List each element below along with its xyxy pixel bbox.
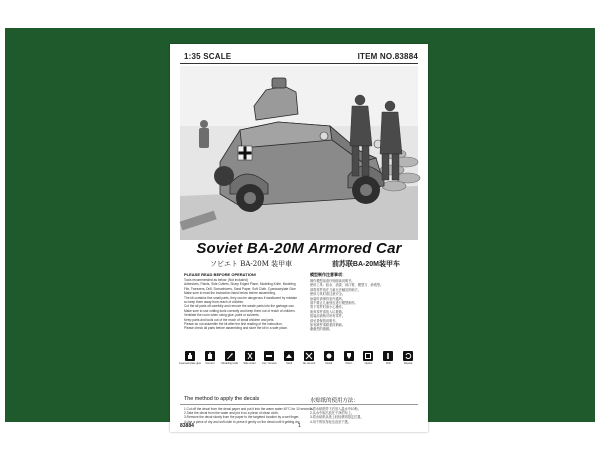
decal-method-title-chinese: 水贴纸的使用方法： — [310, 398, 359, 404]
warnings-title-english: PLEASE READ BEFORE OPERATION! — [184, 272, 257, 277]
option-icon: Option — [359, 351, 379, 391]
product-title-english: Soviet BA-20M Armored Car — [196, 240, 402, 257]
decal-step: 1.Cut off the decal from the decal paper and put it into the warm water 40°C for 10 seconds. — [184, 407, 314, 411]
footer-item-code: 83884 — [180, 423, 194, 429]
warning-line: 组装前请核对所有零件。 — [310, 314, 346, 319]
warning-line: 制作模型前请仔细阅读说明书。 — [310, 279, 355, 283]
decal-steps-chinese — [310, 407, 416, 432]
scale-label: 1:35 SCALE — [184, 52, 232, 61]
warnings-chinese — [310, 272, 416, 342]
paint-icon: Paint — [339, 351, 359, 391]
warning-line: 使用刀具时请注意安全。 — [310, 292, 346, 297]
knife-icon: Modeling knife — [220, 351, 240, 391]
warning-line: Cut the all parts off carefully and remove the waste parts into the garbage can. — [184, 304, 295, 309]
warnings-title-chinese: 模型制作注意事项： — [310, 272, 346, 277]
decal-steps-english — [184, 407, 314, 432]
drill-icon: Drill — [378, 351, 398, 391]
product-title-japanese: ソビエト BA-20M 装甲車 — [210, 260, 293, 268]
item-number: ITEM NO.83884 — [357, 52, 418, 61]
repeat-icon: Repeat — [398, 351, 418, 391]
warnings-english — [184, 272, 304, 342]
page-number: 1 — [298, 423, 301, 429]
warning-line: 请妥善保管说明书。 — [310, 318, 339, 323]
warning-line: Tools recommended as below: (Not included) — [184, 278, 248, 282]
header-divider — [180, 63, 418, 64]
box-art-illustration — [180, 66, 418, 240]
warning-line: 剪下零件时请小心操作。 — [310, 305, 346, 310]
warning-line: 如有缺件请联系经销商。 — [310, 323, 346, 328]
instruction-sheet — [170, 44, 428, 432]
sand-icon: Sand — [279, 351, 299, 391]
decal-step: 3.将水贴纸从纸上轻轻移到指定位置。 — [310, 415, 364, 420]
warning-line: 涂装时请保持室内通风。 — [310, 296, 346, 301]
warning-line: 废弃零件请放入垃圾箱。 — [310, 309, 346, 314]
warning-line: Adhesives, Paints, Side Cutters, Sharp Edged Plane, Modeling Knife, Modeling — [184, 282, 296, 287]
cement-alt-icon: Cement — [200, 351, 220, 391]
warning-line: Make sure to read the instruction listed below before assembling. — [184, 291, 276, 296]
warning-line: Please do not assemble the kit after the first reading of the instruction. — [184, 322, 283, 327]
warning-line: 谢谢您的惠顾。 — [310, 327, 333, 332]
decal-divider — [180, 404, 418, 405]
warning-line: The kit contains fine small parts, they can be dangerous if swallowed by mistake — [184, 295, 298, 300]
warning-line: File, Tweezers, Drill, Screwdrivers, Sand Paper, Soft Cloth, Cyanoacrylate Glue — [184, 286, 296, 291]
warning-line: 请将零件放在儿童无法触及的地方。 — [310, 287, 361, 292]
warning-line: Ventilate the room when using glue, paint or solvents. — [184, 313, 260, 318]
warning-line: Keep parts and tools out of the reach of small children and pets. — [184, 317, 275, 322]
warning-line: 请不要让儿童独自进行模型制作。 — [310, 301, 358, 306]
product-title-chinese: 前苏联BA-20M装甲车 — [331, 261, 400, 268]
decal-method-title-english: The method to apply the decals — [184, 396, 260, 402]
decal-step: 2.从水中取出放在干净的布上。 — [310, 411, 355, 416]
decal-icon: Decal — [319, 351, 339, 391]
warning-line: Please check all parts before assembling and store the kit in a safe place. — [184, 326, 288, 331]
warning-line: so keep them away from reach of children. — [184, 300, 245, 305]
decal-step: 2.Take the decal from the water and put it on a piece of clean cloth. — [184, 411, 279, 416]
cutter-icon: Side cutter — [240, 351, 260, 391]
cement-icon: Cyanoacrylate glue — [180, 351, 200, 391]
decal-step: 4.用干的软布轻压直至干透。 — [310, 419, 351, 424]
no-cement-icon: No cement — [299, 351, 319, 391]
decal-step: 1.将水贴纸剪下后放入温水中10秒。 — [310, 407, 361, 411]
symbol-legend — [180, 351, 418, 391]
cut-remove-icon: Cut / remove — [259, 351, 279, 391]
decal-step: 3.Remove the decal slowly from the paper to the targeted location by a wet finger. — [184, 415, 300, 420]
warning-line: 使用工具：胶水、油漆、斜口钳、模型刀、砂纸等。 — [310, 283, 384, 288]
decal-step: 4.Use a piece of dry and soft cloth to press it gently on the decal until it getting dry. — [184, 419, 301, 424]
warning-line: Make sure to use cutting tools correctly and keep them out of reach of children. — [184, 308, 296, 313]
